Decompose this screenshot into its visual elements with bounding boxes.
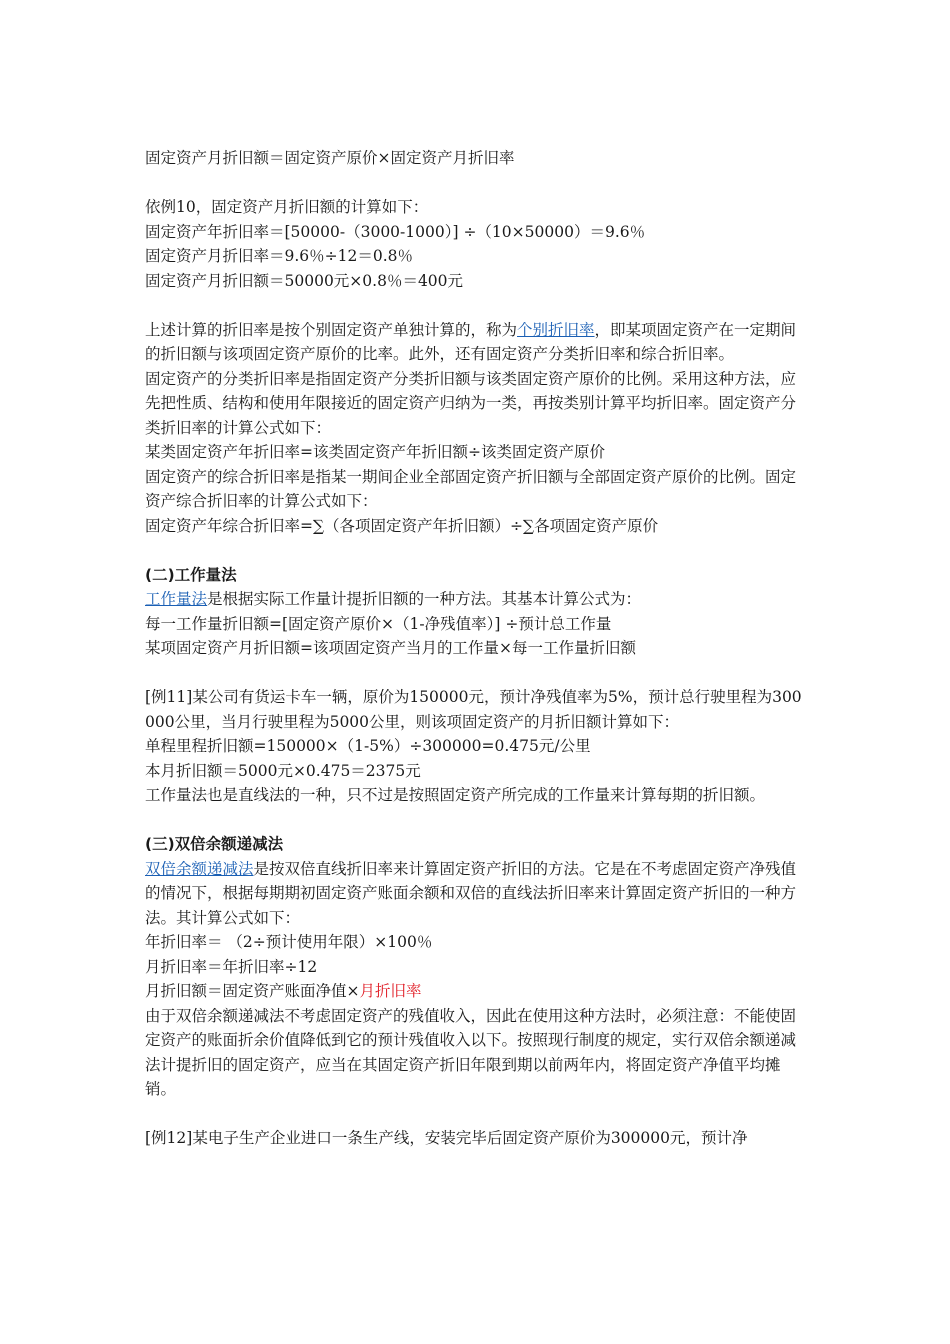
paragraph-individual-rate <box>145 318 810 367</box>
example10-monthly-amount: 固定资产月折旧额＝50000元×0.8％＝400元 <box>145 271 464 290</box>
example11-calc-unit: 单程里程折旧额=150000×（1-5%）÷300000=0.475元/公里 <box>145 737 591 755</box>
example11-calc-monthly: 本月折旧额＝5000元×0.475＝2375元 <box>145 761 421 780</box>
paragraph-composite-rate: 固定资产的综合折旧率是指某一期间企业全部固定资产折旧额与全部固定资产原价的比例。固定资产综合折旧率的计算公式如下： <box>145 467 797 510</box>
paragraph-category-rate: 固定资产的分类折旧率是指固定资产分类折旧额与该类固定资产原价的比例。采用这种方法，应先把性质、结构和使用年限接近的固定资产归纳为一类，再按类别计算平均折旧率。固定资产分类折旧率的计算公式如下： <box>145 369 797 437</box>
example11-text: [例11]某公司有货运卡车一辆，原价为150000元，预计净残值率为5%，预计总行驶里程为300000公里，当月行驶里程为5000公里，则该项固定资产的月折旧额计算如下： <box>145 688 802 731</box>
double-declining-formula-annual: 年折旧率＝ （2÷预计使用年限）×100％ <box>145 933 433 951</box>
spacer <box>145 1102 810 1127</box>
highlighted-term: 月折旧率 <box>359 982 422 1000</box>
link-workload-method[interactable]: 工作量法 <box>145 590 208 608</box>
link-double-declining-method[interactable]: 双倍余额递减法 <box>145 859 254 878</box>
spacer <box>145 171 810 196</box>
workload-intro <box>145 587 810 612</box>
spacer <box>145 293 810 318</box>
example10-annual-rate: 固定资产年折旧率＝[50000-（3000-1000）] ÷（10×50000）＝9.6％ <box>145 222 646 241</box>
formula-monthly-depreciation: 固定资产月折旧额＝固定资产原价×固定资产月折旧率 <box>145 149 515 167</box>
paragraph-text: 是按双倍直线折旧率来计算固定资产折旧的方法。它是在不考虑固定资产净残值的情况下，根据每期期初固定资产账面余额和双倍的直线法折旧率来计算固定资产折旧的一种方法。其计算公式如下： <box>145 859 797 927</box>
section-heading-workload-method: (二)工作量法 <box>145 565 237 584</box>
spacer <box>145 661 810 686</box>
example10-intro: 依例10，固定资产月折旧额的计算如下： <box>145 198 429 216</box>
spacer <box>145 538 810 563</box>
double-declining-formula-monthly-amount <box>145 979 810 1004</box>
double-declining-formula-monthly-rate: 月折旧率＝年折旧率÷12 <box>145 957 318 976</box>
example10-monthly-rate: 固定资产月折旧率＝9.6％÷12＝0.8％ <box>145 247 414 265</box>
section-heading-double-declining: (三)双倍余额递减法 <box>145 835 284 853</box>
double-declining-note: 由于双倍余额递减法不考虑固定资产的残值收入，因此在使用这种方法时，必须注意：不能使固定资产的账面折余价值降低到它的预计残值收入以下。按照现行制度的规定，实行双倍余额递减法计提折旧的固定资产，应当在其固定资产折旧年限到期以前两年内，将固定资产净值平均摊销。 <box>145 1006 797 1098</box>
document-page <box>145 146 810 1151</box>
paragraph-text: 是根据实际工作量计提折旧额的一种方法。其基本计算公式为： <box>207 590 642 608</box>
spacer <box>145 808 810 833</box>
workload-note: 工作量法也是直线法的一种，只不过是按照固定资产所完成的工作量来计算每期的折旧额。 <box>145 786 766 804</box>
link-individual-depreciation-rate[interactable]: 个别折旧率 <box>517 320 595 339</box>
double-declining-intro <box>145 857 810 931</box>
workload-formula-monthly: 某项固定资产月折旧额=该项固定资产当月的工作量×每一工作量折旧额 <box>145 639 636 657</box>
example12-text: [例12]某电子生产企业进口一条生产线，安装完毕后固定资产原价为300000元，预计净 <box>145 1129 748 1147</box>
paragraph-text: ，即某项固定资产在一定期间的折旧额与该项固定资产原价的比率。此外，还有固定资产分类折旧率和综合折旧率。 <box>145 320 797 363</box>
paragraph-text: 上述计算的折旧率是按个别固定资产单独计算的，称为 <box>145 320 518 339</box>
workload-formula-unit: 每一工作量折旧额=[固定资产原价×（1-净残值率）] ÷预计总工作量 <box>145 614 612 633</box>
formula-composite-rate: 固定资产年综合折旧率=∑（各项固定资产年折旧额）÷∑各项固定资产原价 <box>145 516 659 535</box>
formula-category-rate: 某类固定资产年折旧率=该类固定资产年折旧额÷该类固定资产原价 <box>145 443 605 461</box>
formula-text: 月折旧额＝固定资产账面净值× <box>145 982 360 1000</box>
